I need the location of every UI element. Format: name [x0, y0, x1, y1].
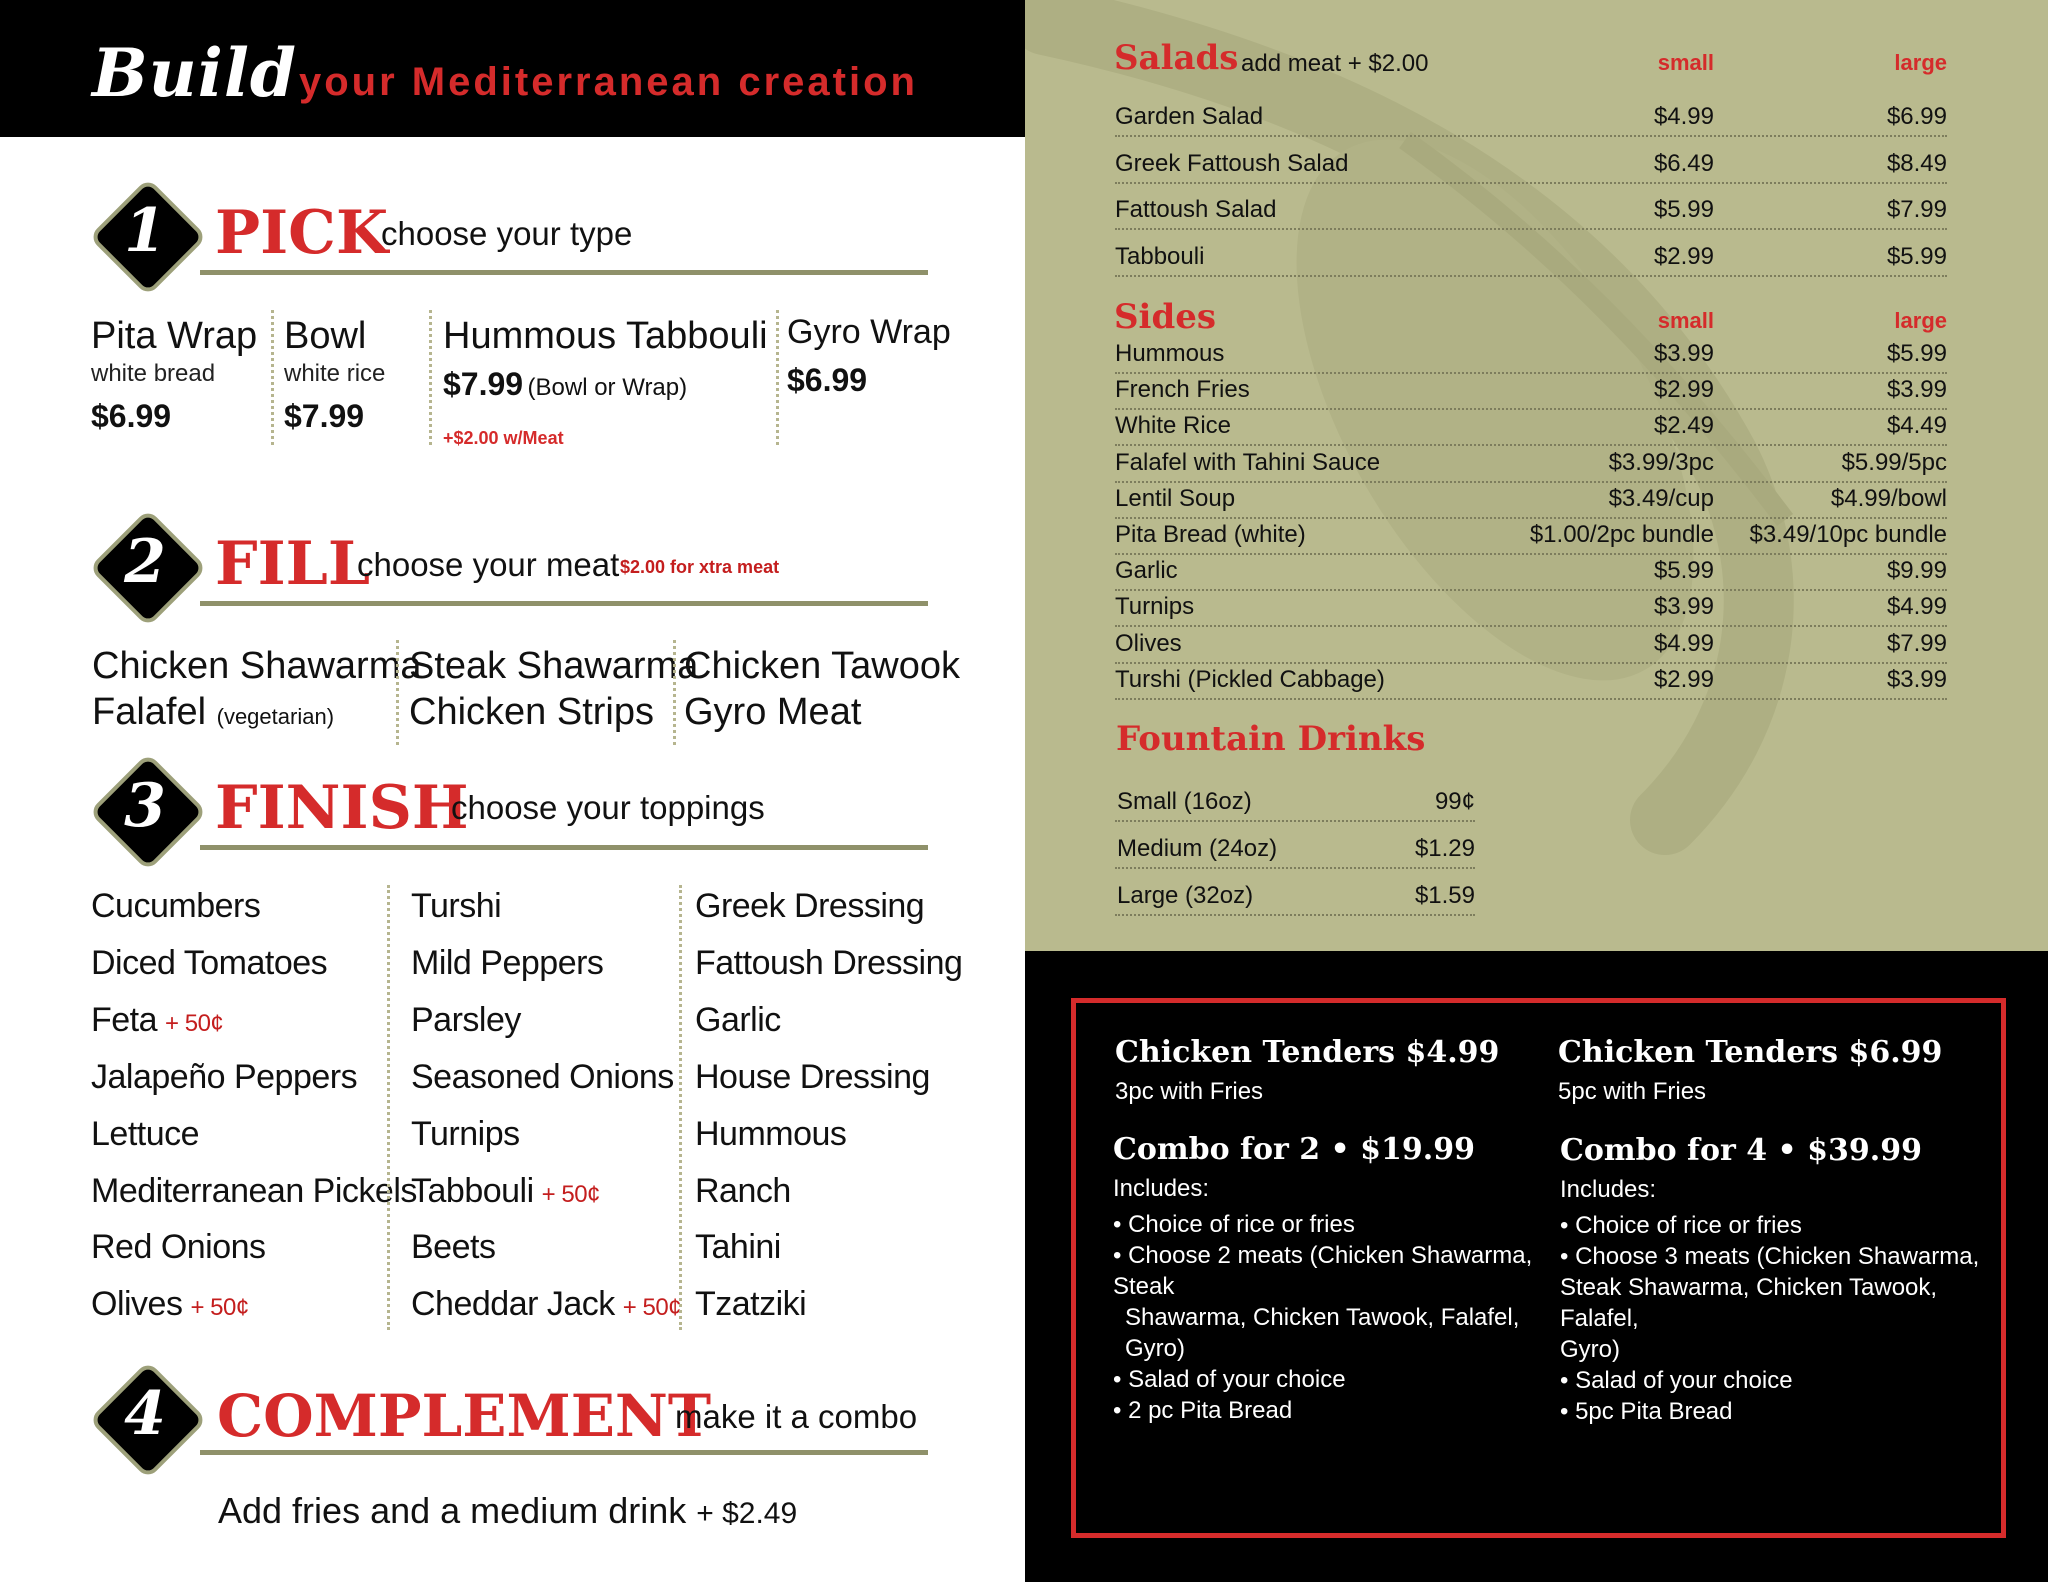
item-name: Falafel with Tahini Sauce: [1115, 448, 1381, 476]
meat-falafel-note: (vegetarian): [216, 704, 335, 729]
item-name: Lentil Soup: [1115, 484, 1236, 512]
topping-name: Diced Tomatoes: [91, 943, 328, 982]
drink-name: Medium (24oz): [1117, 835, 1278, 862]
topping-name: Garlic: [695, 1000, 781, 1039]
small-price: $2.99: [1653, 242, 1714, 270]
topping-name: Cheddar Jack: [411, 1285, 615, 1324]
topping-name: Parsley: [411, 1000, 521, 1039]
drink-row: [1115, 780, 1475, 822]
combo-item: • Salad of your choice: [1113, 1366, 1346, 1393]
item-name: Turshi (Pickled Cabbage): [1115, 665, 1385, 693]
topping-name: Turshi: [411, 887, 502, 925]
sides-title: Sides: [1114, 297, 1217, 337]
small-price: $6.49: [1653, 149, 1714, 177]
salads-note: add meat + $2.00: [1241, 50, 1429, 77]
topping-item: [411, 1285, 681, 1324]
tenders-5-sub: 5pc with Fries: [1558, 1078, 1707, 1105]
salads-title: Salads: [1114, 38, 1239, 78]
combo-4-title: Combo for 4 • $39.99: [1560, 1133, 1922, 1168]
topping-item: [695, 1115, 846, 1154]
topping-name: Tahini: [695, 1228, 781, 1267]
topping-item: [695, 1285, 806, 1324]
topping-item: [91, 1001, 223, 1040]
pick-divider: [429, 310, 432, 445]
tenders-3-title: Chicken Tenders $4.99: [1115, 1035, 1500, 1070]
combo-item: Shawarma, Chicken Tawook, Falafel, Gyro): [1125, 1304, 1520, 1362]
topping-name: Greek Dressing: [695, 887, 925, 925]
item-name: Garden Salad: [1115, 103, 1264, 130]
small-price: $2.49: [1653, 412, 1714, 440]
sides-row: [1115, 593, 1947, 627]
topping-item: [695, 944, 962, 983]
small-price: $2.99: [1653, 665, 1714, 693]
drink-row: [1115, 827, 1475, 869]
step-2-number: 2: [124, 527, 166, 597]
step-1-title: PICK: [215, 198, 389, 268]
topping-extra-cost: + 50¢: [190, 1294, 249, 1322]
large-price: $6.99: [1886, 103, 1947, 130]
pick-hummous-tabbouli-price-line: [443, 366, 687, 403]
topping-item: [695, 1058, 930, 1097]
small-price: $4.99: [1653, 629, 1714, 657]
step-4-rule: [200, 1450, 928, 1455]
topping-extra-cost: + 50¢: [165, 1009, 224, 1037]
topping-item: [411, 1001, 521, 1040]
step-1-number: 1: [124, 196, 166, 266]
large-price: $5.99: [1886, 340, 1947, 367]
topping-item: [695, 1228, 781, 1267]
small-price: $4.99: [1653, 103, 1714, 130]
topping-name: Jalapeño Peppers: [91, 1057, 358, 1096]
pick-bowl-sub: white rice: [284, 360, 386, 387]
topping-item: [91, 1228, 266, 1267]
topping-item: [91, 1172, 417, 1211]
topping-item: [91, 1115, 199, 1154]
combo-4-items: [1560, 1210, 1980, 1427]
topping-item: [411, 887, 501, 926]
drink-price: $1.29: [1414, 835, 1475, 862]
header-bar: [0, 0, 1025, 137]
step-2-subtitle: choose your meat: [357, 546, 620, 583]
complement-price: + $2.49: [696, 1497, 798, 1530]
drink-row: [1115, 874, 1475, 916]
drink-name: Small (16oz): [1117, 788, 1252, 815]
toppings-divider: [387, 885, 390, 1330]
topping-name: Tabbouli: [411, 1171, 534, 1210]
sides-row: [1115, 485, 1947, 519]
combo-item: • Choice of rice or fries: [1113, 1211, 1355, 1238]
item-name: Hummous: [1115, 340, 1225, 367]
step-1-rule: [200, 270, 928, 275]
step-3-title: FINISH: [215, 773, 469, 843]
step-3-rule: [200, 845, 928, 850]
meat-falafel: Falafel: [92, 691, 207, 733]
meat-steak-shawarma: Steak Shawarma: [409, 645, 699, 687]
salads-row: [1115, 235, 1947, 277]
topping-name: Cucumbers: [91, 887, 261, 925]
topping-extra-cost: + 50¢: [541, 1180, 600, 1208]
topping-item: [411, 944, 603, 983]
topping-name: Beets: [411, 1228, 496, 1267]
topping-name: Ranch: [695, 1171, 791, 1210]
item-name: Garlic: [1115, 557, 1178, 585]
salads-large-header: large: [1894, 50, 1947, 75]
build-tagline: your Mediterranean creation: [299, 60, 918, 104]
sides-row: [1115, 376, 1947, 410]
combo-item: • 2 pc Pita Bread: [1113, 1397, 1293, 1424]
salads-row: [1115, 188, 1947, 230]
topping-name: House Dressing: [695, 1057, 930, 1096]
topping-name: Fattoush Dressing: [695, 943, 963, 982]
item-name: Turnips: [1115, 593, 1195, 621]
salads-small-header: small: [1657, 50, 1714, 75]
large-price: $9.99: [1886, 557, 1947, 585]
meat-chicken-strips: Chicken Strips: [409, 691, 654, 733]
build-heading: Build: [92, 34, 298, 112]
meat-chicken-tawook: Chicken Tawook: [684, 645, 961, 687]
large-price: $3.99: [1886, 665, 1947, 693]
meat-divider: [673, 640, 676, 745]
topping-name: Feta: [91, 1000, 158, 1039]
step-2-rule: [200, 601, 928, 606]
combo-item: • Salad of your choice: [1560, 1367, 1793, 1394]
sides-row: [1115, 557, 1947, 591]
step-3-number: 3: [124, 771, 166, 841]
large-price: $8.49: [1886, 149, 1947, 177]
topping-extra-cost: + 50¢: [622, 1294, 682, 1322]
salads-row: [1115, 95, 1947, 137]
meat-gyro: Gyro Meat: [684, 691, 862, 733]
pick-divider: [776, 310, 779, 445]
sides-large-header: large: [1894, 308, 1947, 333]
item-name: Olives: [1115, 629, 1182, 657]
pick-pita-wrap: Pita Wrap: [91, 315, 258, 357]
topping-item: [91, 944, 327, 983]
topping-name: Tzatziki: [695, 1285, 807, 1324]
large-price: $3.99: [1886, 376, 1947, 404]
topping-name: Seasoned Onions: [411, 1057, 674, 1096]
large-price: $4.99: [1886, 593, 1947, 621]
pick-divider: [271, 310, 274, 445]
sides-row: [1115, 630, 1947, 664]
tenders-5-title: Chicken Tenders $6.99: [1558, 1035, 1943, 1070]
combo-item: Gyro): [1560, 1336, 1620, 1363]
pick-gyro-wrap-price: $6.99: [787, 362, 868, 398]
topping-item: [695, 1172, 791, 1211]
topping-item: [411, 1115, 520, 1154]
small-price: $3.99: [1653, 593, 1714, 621]
large-price: $3.49/10pc bundle: [1749, 521, 1947, 548]
pick-hummous-tabbouli: Hummous Tabbouli: [443, 315, 768, 357]
pick-pita-wrap-sub: white bread: [91, 360, 216, 387]
large-price: $5.99/5pc: [1841, 448, 1947, 476]
sides-row: [1115, 340, 1947, 374]
sides-row: [1115, 666, 1947, 700]
pick-bowl: Bowl: [284, 315, 367, 357]
sides-row: [1115, 521, 1947, 555]
meat-divider: [396, 640, 399, 745]
step-2-title: FILL: [215, 529, 371, 599]
large-price: $5.99: [1886, 242, 1947, 270]
meat-chicken-shawarma: Chicken Shawarma: [92, 645, 422, 687]
small-price: $5.99: [1653, 196, 1714, 223]
topping-name: Olives: [91, 1285, 183, 1324]
combo-4-includes: Includes:: [1560, 1176, 1657, 1203]
topping-item: [411, 1058, 674, 1097]
sides-row: [1115, 412, 1947, 446]
pick-pita-wrap-price: $6.99: [91, 398, 172, 434]
step-1-subtitle: choose your type: [381, 215, 633, 252]
topping-item: [91, 1285, 249, 1324]
topping-name: Turnips: [411, 1114, 520, 1153]
large-price: $7.99: [1886, 629, 1947, 657]
large-price: $4.99/bowl: [1830, 484, 1947, 512]
combo-2-items: [1113, 1209, 1553, 1426]
step-3-subtitle: choose your toppings: [451, 789, 765, 826]
step-4-subtitle: make it a combo: [675, 1398, 918, 1435]
topping-item: [411, 1228, 495, 1267]
drink-name: Large (32oz): [1117, 882, 1254, 909]
toppings-divider: [679, 885, 682, 1330]
pick-hummous-tabbouli-extra: +$2.00 w/Meat: [443, 428, 564, 448]
topping-item: [695, 1001, 781, 1040]
topping-name: Hummous: [695, 1114, 847, 1153]
combo-item: • Choose 3 meats (Chicken Shawarma,: [1560, 1243, 1980, 1270]
pick-gyro-wrap: Gyro Wrap: [787, 313, 951, 351]
small-price: $5.99: [1653, 557, 1714, 585]
step-4-number: 4: [124, 1379, 166, 1449]
item-name: Greek Fattoush Salad: [1115, 149, 1349, 177]
item-name: Tabbouli: [1115, 242, 1205, 270]
small-price: $2.99: [1653, 376, 1714, 404]
topping-item: [695, 887, 924, 926]
topping-name: Mild Peppers: [411, 943, 604, 982]
large-price: $7.99: [1886, 196, 1947, 223]
topping-name: Red Onions: [91, 1228, 266, 1267]
combo-item: Steak Shawarma, Chicken Tawook, Falafel,: [1560, 1274, 1938, 1332]
topping-name: Lettuce: [91, 1114, 200, 1153]
combo-2-includes: Includes:: [1113, 1175, 1210, 1202]
salads-row: [1115, 142, 1947, 184]
step-2-note: $2.00 for xtra meat: [620, 557, 780, 577]
combo-item: • Choice of rice or fries: [1560, 1212, 1802, 1239]
drink-price: 99¢: [1434, 788, 1475, 815]
topping-item: [91, 887, 260, 926]
combo-2-title: Combo for 2 • $19.99: [1113, 1132, 1475, 1167]
topping-item: [411, 1172, 600, 1211]
drink-price: $1.59: [1414, 882, 1475, 909]
tenders-3-sub: 3pc with Fries: [1115, 1078, 1264, 1105]
pick-bowl-price: $7.99: [284, 398, 365, 434]
small-price: $3.99/3pc: [1608, 448, 1714, 476]
step-4-title: COMPLEMENT: [217, 1382, 712, 1450]
complement-text: Add fries and a medium drink: [218, 1490, 687, 1531]
pick-hummous-tabbouli-note: (Bowl or Wrap): [527, 374, 688, 401]
drinks-title: Fountain Drinks: [1116, 719, 1426, 759]
item-name: Fattoush Salad: [1115, 196, 1277, 223]
topping-name: Mediterranean Pickels: [91, 1171, 417, 1210]
combo-item: • 5pc Pita Bread: [1560, 1398, 1733, 1425]
small-price: $1.00/2pc bundle: [1529, 521, 1714, 548]
item-name: French Fries: [1115, 376, 1250, 404]
meat-falafel-line: [92, 691, 334, 734]
item-name: Pita Bread (white): [1115, 521, 1306, 548]
large-price: $4.49: [1886, 412, 1947, 440]
sides-row: [1115, 449, 1947, 483]
pick-hummous-tabbouli-price: $7.99: [443, 366, 524, 402]
sides-small-header: small: [1657, 308, 1714, 333]
topping-item: [91, 1058, 357, 1097]
small-price: $3.49/cup: [1608, 484, 1714, 512]
small-price: $3.99: [1653, 340, 1714, 367]
complement-offer: [218, 1490, 797, 1532]
item-name: White Rice: [1115, 412, 1232, 440]
combo-item: • Choose 2 meats (Chicken Shawarma, Steak: [1113, 1242, 1533, 1300]
